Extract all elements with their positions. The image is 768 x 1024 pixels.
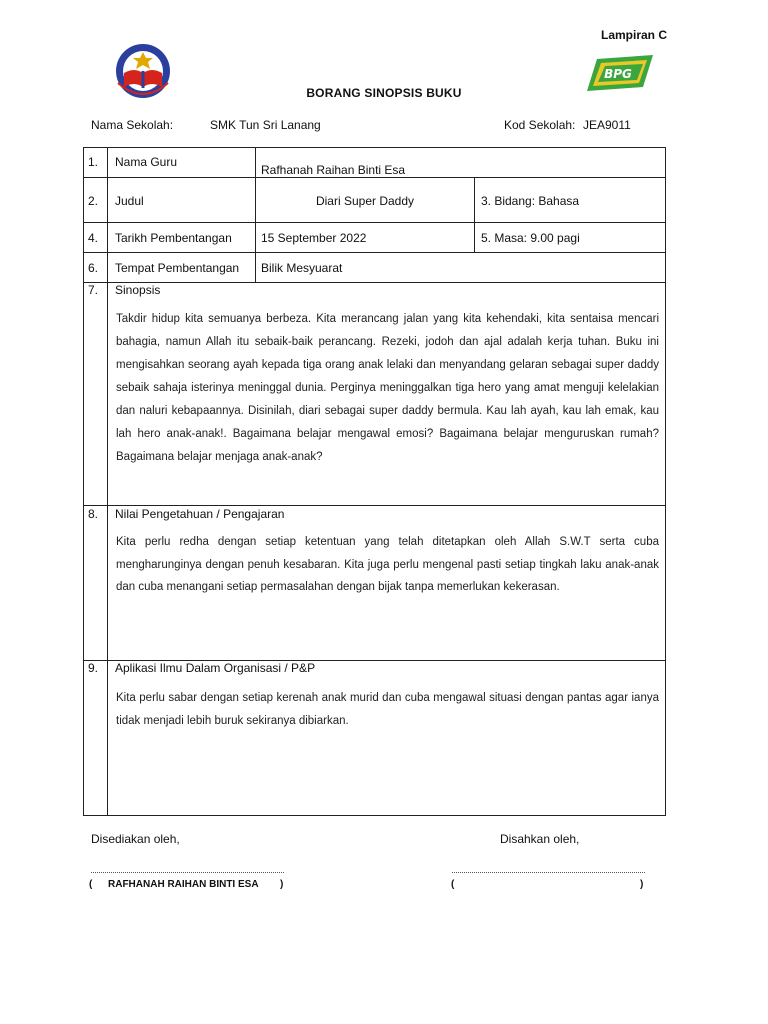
school-name-value: SMK Tun Sri Lanang	[210, 118, 321, 132]
teacher-name-label: Nama Guru	[115, 155, 178, 169]
presentation-venue-value: Bilik Mesyuarat	[261, 261, 343, 275]
column-divider	[255, 147, 256, 282]
field-bidang: 3. Bidang: Bahasa	[481, 194, 580, 208]
column-divider	[107, 147, 108, 816]
verified-by-label: Disahkan oleh,	[500, 832, 580, 846]
row-divider	[83, 222, 666, 223]
teacher-name-value: Rafhanah Raihan Binti Esa	[261, 163, 406, 177]
bpg-logo-text: BPG	[604, 67, 632, 81]
application-label: Aplikasi Ilmu Dalam Organisasi / P&P	[115, 661, 316, 675]
verified-signature-line	[452, 872, 645, 873]
row-number: 6.	[88, 261, 99, 275]
row-divider	[83, 252, 666, 253]
book-title-value: Diari Super Daddy	[315, 194, 415, 208]
row-number: 7.	[88, 283, 99, 297]
row-divider	[83, 177, 666, 178]
synopsis-label: Sinopsis	[115, 283, 161, 297]
column-divider	[474, 177, 475, 252]
school-code-value: JEA9011	[583, 118, 631, 132]
row-number: 8.	[88, 507, 99, 521]
row-number: 2.	[88, 194, 99, 208]
row-number: 4.	[88, 231, 99, 245]
knowledge-value-text: Kita perlu redha dengan setiap ketentuan yang telah ditetapkan oleh Allah S.W.T serta cuba mengharunginya dengan penuh kesabaran. Kita juga perlu mengenal pasti setiap tingkah laku anak-anak dan cuba menangani setiap permasalahan dengan bijak tanpa memerlukan kekerasan.	[116, 536, 659, 593]
prepared-by-label: Disediakan oleh,	[91, 832, 180, 846]
application-text: Kita perlu sabar dengan setiap kerenah anak murid dan cuba mengawal situasi dengan pantas agar ianya tidak menjadi lebih buruk sekiranya dibiarkan.	[116, 692, 659, 727]
presentation-time: 5. Masa: 9.00 pagi	[481, 231, 580, 245]
lampiran-label: Lampiran C	[601, 28, 668, 42]
page-title: BORANG SINOPSIS BUKU	[306, 86, 462, 100]
knowledge-value-label: Nilai Pengetahuan / Pengajaran	[115, 507, 285, 521]
row-number: 1.	[88, 155, 99, 169]
presentation-date-value: 15 September 2022	[261, 231, 367, 245]
prepared-signature-line	[91, 872, 284, 873]
row-number: 9.	[88, 661, 99, 675]
verified-close-paren: )	[640, 879, 644, 890]
prepared-close-paren: )	[280, 879, 284, 890]
synopsis-text: Takdir hidup kita semuanya berbeza. Kita merancang jalan yang kita kehendaki, kita sentaisa mencari bahagia, namun Allah itu sebaik-baik perancang. Rezeki, jodoh dan ajal adalah kerja tuhan. Buku ini mengisahkan seorang ayah kepada tiga orang anak lelaki dan menyandang gelaran sebagai super daddy sebaik sahaja isterinya meninggal dunia. Perginya meninggalkan tiga hero yang amat menguji kelelakian dan naluri kebapaannya. Disinilah, diari sebagai super daddy bermula. Kau lah ayah, kau lah emak, kau lah hero anak-anak!. Bagaimana belajar mengawal emosi? Bagaimana belajar menguruskan rumah? Bagaimana belajar menjaga anak-anak?	[116, 313, 659, 463]
presentation-date-label: Tarikh Pembentangan	[115, 231, 232, 245]
verified-open-paren: (	[451, 879, 455, 890]
title-label: Judul	[115, 194, 144, 208]
presentation-venue-label: Tempat Pembentangan	[115, 261, 240, 275]
prepared-name: RAFHANAH RAIHAN BINTI ESA	[108, 879, 259, 890]
row-divider	[83, 282, 666, 283]
row-divider	[83, 505, 666, 506]
prepared-open-paren: (	[89, 879, 93, 890]
school-code-label: Kod Sekolah:	[504, 118, 576, 132]
school-name-label: Nama Sekolah:	[91, 118, 174, 132]
